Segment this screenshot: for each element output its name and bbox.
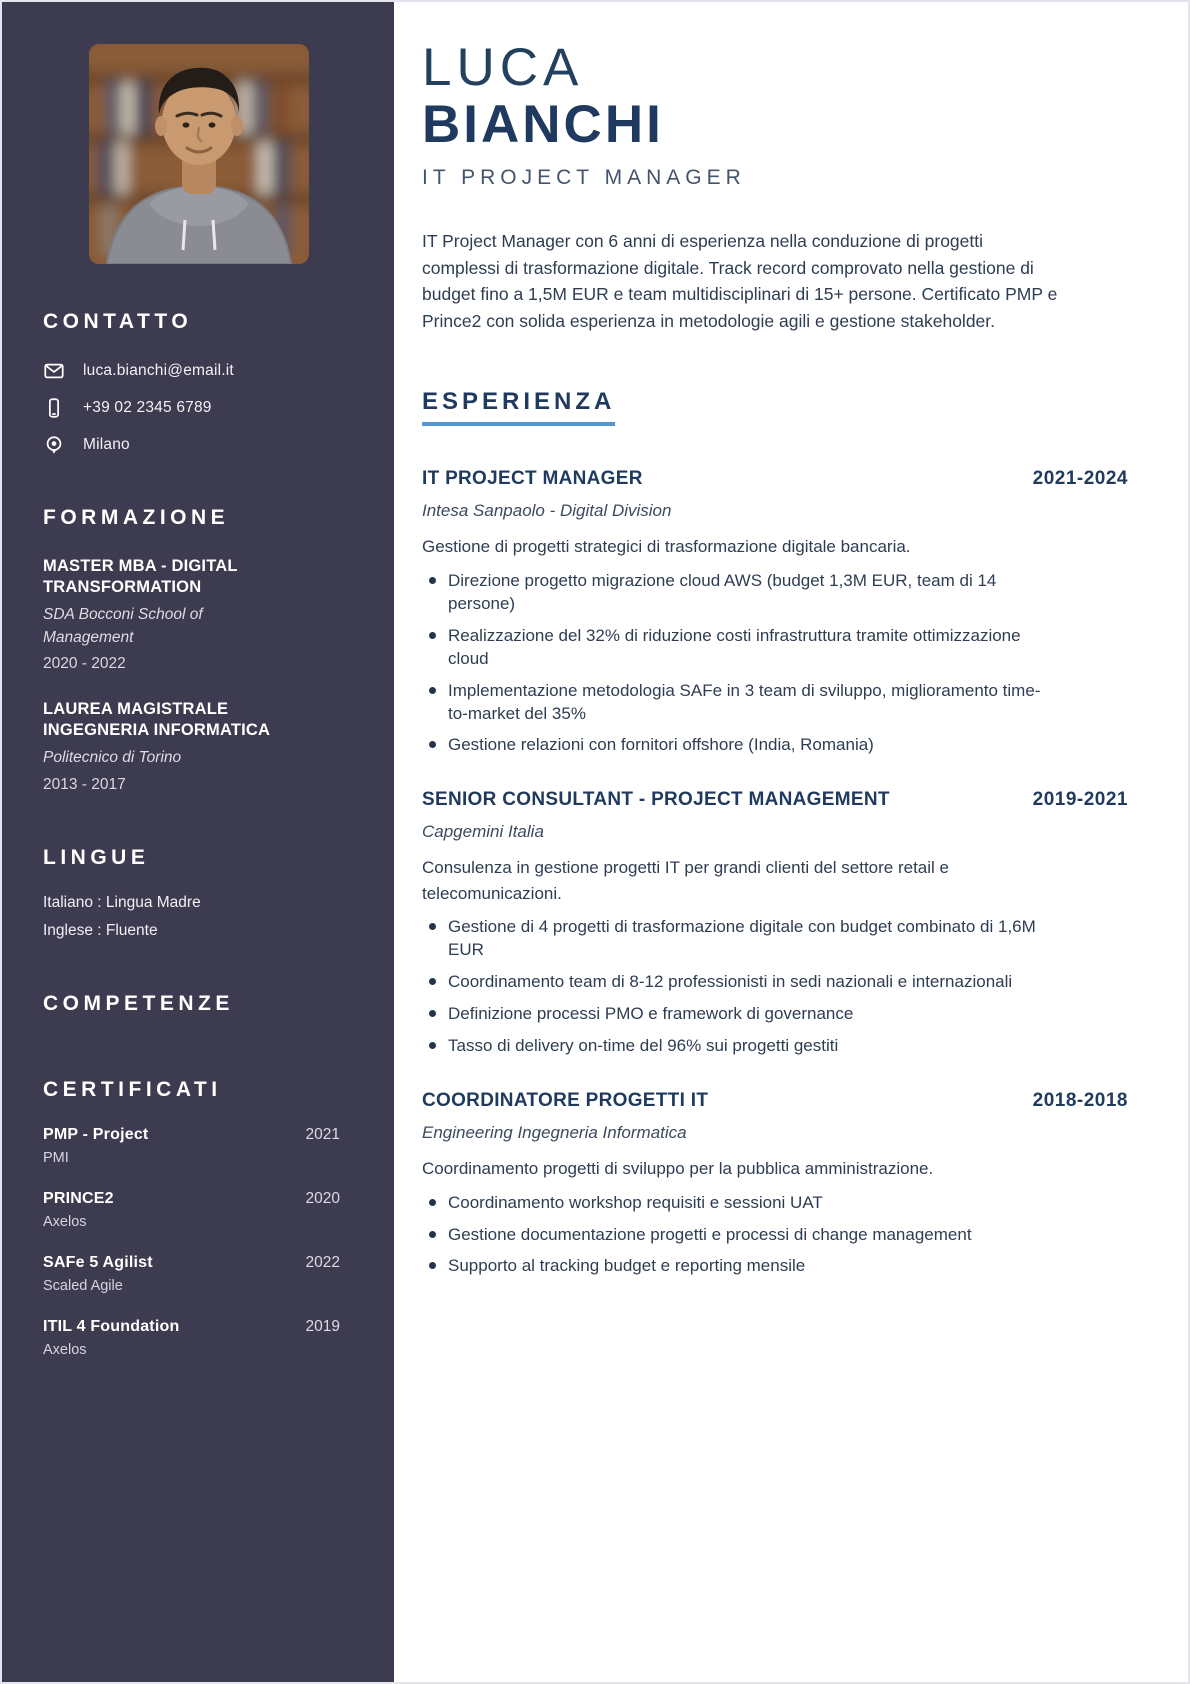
certificates-heading: CERTIFICATI — [43, 1077, 222, 1101]
experience-entry — [422, 789, 1128, 1058]
job-description: Coordinamento progetti di sviluppo per la pubblica amministrazione. — [422, 1159, 934, 1179]
certificate-item — [43, 1190, 354, 1230]
certificate-name: ITIL 4 Foundation — [43, 1317, 180, 1335]
sidebar — [2, 2, 394, 1682]
certificates-section — [43, 1078, 354, 1358]
first-name: LUCA — [422, 38, 584, 97]
certificate-issuer: Axelos — [43, 1341, 87, 1358]
job-period: 2018-2018 — [1032, 1090, 1128, 1112]
job-period: 2021-2024 — [1032, 468, 1128, 490]
education-years: 2013 - 2017 — [43, 775, 126, 793]
job-title: SENIOR CONSULTANT - PROJECT MANAGEMENT — [422, 789, 890, 811]
certificate-issuer: Scaled Agile — [43, 1277, 123, 1294]
contact-item-location — [43, 434, 354, 456]
contact-location-value: Milano — [83, 436, 130, 453]
job-bullet-list — [422, 570, 1128, 758]
job-title-subtitle: IT PROJECT MANAGER — [422, 165, 746, 189]
education-item — [43, 556, 354, 673]
certificate-name: SAFe 5 Agilist — [43, 1253, 153, 1271]
job-bullet: Direzione progetto migrazione cloud AWS (budget 1,3M EUR, team di 14 persone) — [422, 570, 1047, 616]
phone-icon — [43, 397, 65, 419]
job-bullet: Definizione processi PMO e framework di governance — [422, 1003, 1047, 1026]
job-bullet: Tasso di delivery on-time del 96% sui progetti gestiti — [422, 1035, 1047, 1058]
language-item: Inglese : Fluente — [43, 921, 158, 939]
certificate-year: 2019 — [305, 1317, 340, 1335]
education-years: 2020 - 2022 — [43, 655, 126, 673]
job-bullet-list — [422, 1192, 1128, 1279]
job-description: Gestione di progetti strategici di trasformazione digitale bancaria. — [422, 537, 911, 557]
profile-photo — [89, 44, 309, 264]
job-bullet: Gestione di 4 progetti di trasformazione digitale con budget combinato di 1,6M EUR — [422, 916, 1047, 962]
job-bullet: Gestione relazioni con fornitori offshore (India, Romania) — [422, 734, 1047, 757]
contact-item-phone — [43, 397, 354, 419]
job-description: Consulenza in gestione progetti IT per grandi clienti del settore retail e telecomunicazioni. — [422, 858, 949, 903]
profile-photo-illustration — [89, 44, 309, 264]
job-company: Engineering Ingegneria Informatica — [422, 1123, 687, 1143]
certificate-year: 2020 — [305, 1189, 340, 1207]
certificate-item — [43, 1254, 354, 1294]
contact-section — [43, 310, 354, 456]
experience-entry — [422, 468, 1128, 757]
certificate-issuer: Axelos — [43, 1213, 87, 1230]
certificate-item — [43, 1318, 354, 1358]
job-bullet: Gestione documentazione progetti e processi di change management — [422, 1224, 1047, 1247]
languages-heading: LINGUE — [43, 845, 150, 869]
job-bullet: Coordinamento workshop requisiti e sessioni UAT — [422, 1192, 1047, 1215]
job-title: COORDINATORE PROGETTI IT — [422, 1090, 709, 1112]
education-school: SDA Bocconi School of Management — [43, 606, 203, 646]
language-item: Italiano : Lingua Madre — [43, 893, 201, 911]
experience-heading: ESPERIENZA — [422, 388, 615, 426]
languages-section — [43, 846, 354, 940]
certificate-name: PMP - Project — [43, 1125, 149, 1143]
certificate-item — [43, 1126, 354, 1166]
email-icon — [43, 360, 65, 382]
certificate-year: 2021 — [305, 1125, 340, 1143]
job-company: Capgemini Italia — [422, 822, 544, 842]
location-icon — [43, 434, 65, 456]
main-content — [394, 2, 1188, 1682]
certificate-issuer: PMI — [43, 1149, 69, 1166]
education-item — [43, 699, 354, 794]
skills-heading: COMPETENZE — [43, 991, 234, 1015]
education-school: Politecnico di Torino — [43, 749, 182, 767]
job-company: Intesa Sanpaolo - Digital Division — [422, 501, 672, 521]
job-bullet: Realizzazione del 32% di riduzione costi infrastruttura tramite ottimizzazione cloud — [422, 625, 1047, 671]
last-name: BIANCHI — [422, 94, 664, 154]
job-period: 2019-2021 — [1032, 789, 1128, 811]
job-title: IT PROJECT MANAGER — [422, 468, 643, 490]
contact-email-value: luca.bianchi@email.it — [83, 362, 234, 379]
contact-phone-value: +39 02 2345 6789 — [83, 399, 212, 416]
experience-entry — [422, 1090, 1128, 1278]
job-bullet: Coordinamento team di 8-12 professionisti in sedi nazionali e internazionali — [422, 971, 1047, 994]
education-degree: MASTER MBA - DIGITAL TRANSFORMATION — [43, 557, 238, 596]
education-heading: FORMAZIONE — [43, 506, 230, 529]
job-bullet: Supporto al tracking budget e reporting mensile — [422, 1255, 1047, 1278]
education-degree: LAUREA MAGISTRALE INGEGNERIA INFORMATICA — [43, 700, 271, 739]
contact-heading: CONTATTO — [43, 310, 193, 333]
certificate-year: 2022 — [305, 1253, 340, 1271]
contact-item-email — [43, 360, 354, 382]
certificate-name: PRINCE2 — [43, 1189, 114, 1207]
job-bullet-list — [422, 916, 1128, 1058]
education-section — [43, 506, 354, 794]
skills-section — [43, 992, 354, 1016]
job-bullet: Implementazione metodologia SAFe in 3 team di sviluppo, miglioramento time-to-market del 35% — [422, 680, 1047, 726]
profile-summary: IT Project Manager con 6 anni di esperienza nella conduzione di progetti complessi di trasformazione digitale. Track record comprovato nella gestione di budget fino a 1,5M EUR e team multidisciplinari di 15+ persone. Certificato PMP e Prince2 con solida esperienza in metodologie agili e gestione stakeholder. — [422, 230, 1058, 331]
